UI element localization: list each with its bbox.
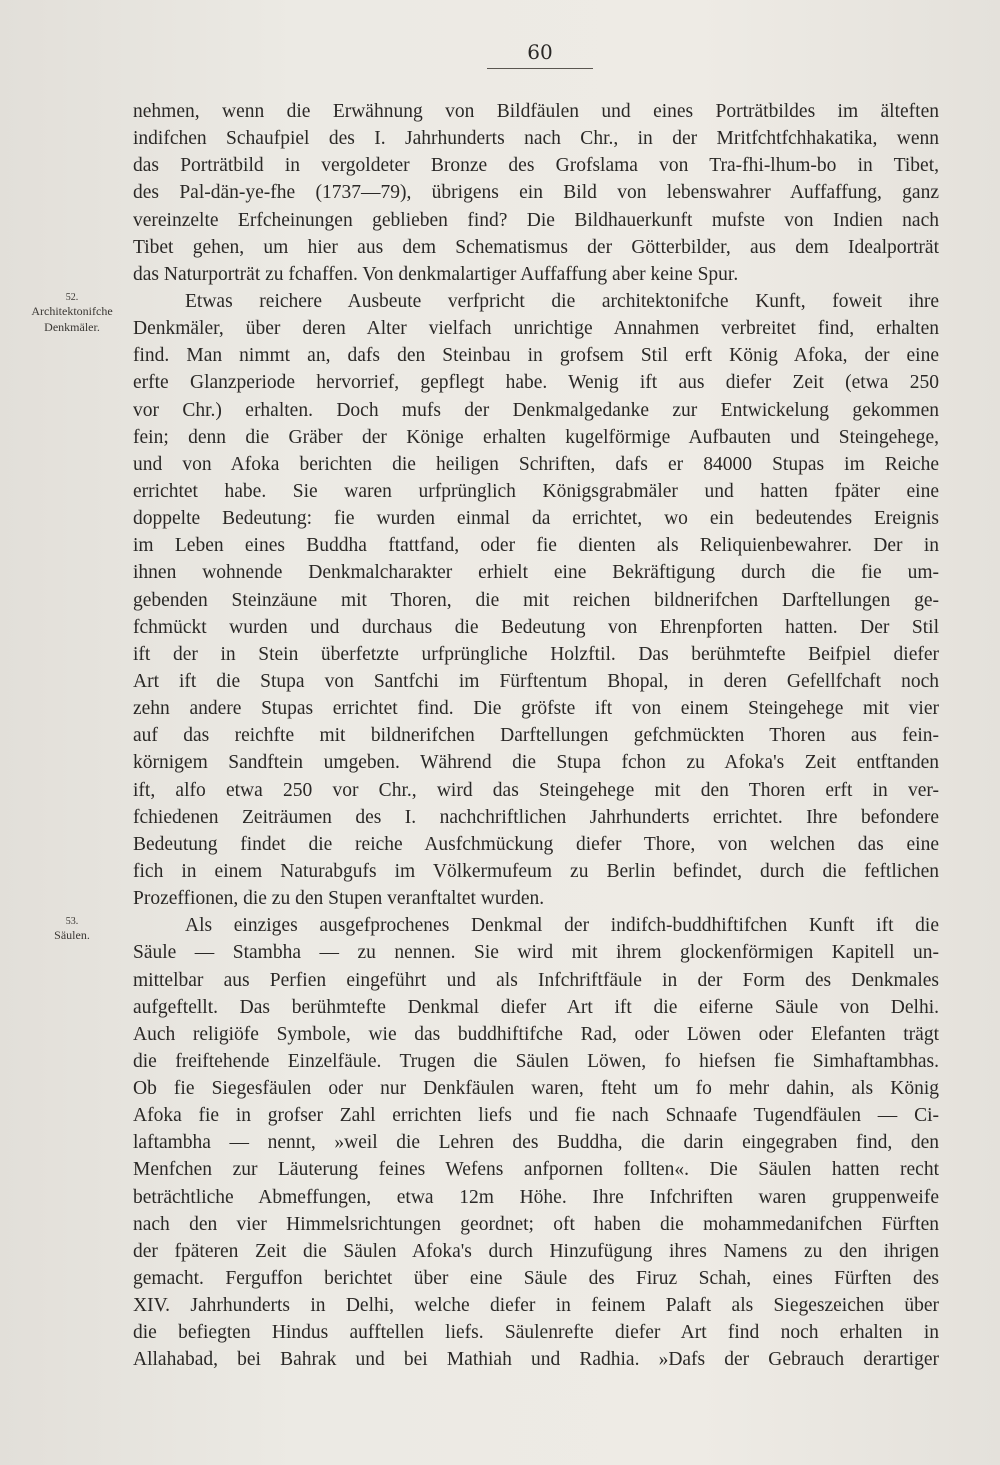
text-line: fchmückt wurden und durchaus die Bedeutung von Ehrenpforten hatten. Der Stil	[133, 616, 939, 638]
text-line: nehmen, wenn die Erwähnung von Bildfäulen und eines Porträtbildes im älteften	[133, 101, 939, 122]
text-line: die freiftehende Einzelfäule. Trugen die Säulen Löwen, fo hiefsen fie Simhaftambhas.	[133, 1050, 939, 1072]
text-line: Afoka fie in grofser Zahl errichten liefs und fie nach Schnaafe Tugendfäulen — Ci-	[133, 1105, 939, 1127]
text-line: das Naturporträt zu fchaffen. Von denkmalartiger Auffaffung aber keine Spur.	[133, 263, 739, 285]
margin-note-number: 53.	[65, 916, 79, 927]
text-line: des Pal-dän-ye-fhe (1737—79), übrigens ein Bild von lebenswahrer Auffaffung, ganz	[133, 182, 939, 204]
text-line: Denkmäler, über deren Alter vielfach unrichtige Annahmen verbreitet find, erhalten	[133, 318, 939, 340]
text-line: fchiedenen Zeiträumen des I. nachchriftlichen Jahrhunderts errichtet. Ihre befondere	[133, 806, 939, 828]
margin-note-saeulen	[18, 916, 126, 943]
text-line: ihnen wohnende Denkmalcharakter erhielt eine Bekräftigung durch die fie um-	[133, 562, 939, 584]
text-line: Allahabad, bei Bahrak und bei Mathiah und Radhia. »Dafs der Gebrauch derartiger	[133, 1349, 939, 1371]
text-line: Bedeutung findet die reiche Ausfchmückung diefer Thore, von welchen das eine	[133, 833, 939, 855]
text-line: nach den vier Himmelsrichtungen geordnet; oft haben die mohammedanifchen Fürften	[133, 1213, 939, 1235]
text-line: XIV. Jahrhunderts in Delhi, welche diefer in feinem Palaft als Siegeszeichen über	[133, 1295, 939, 1317]
text-line: Etwas reichere Ausbeute verfpricht die architektonifche Kunft, foweit ihre	[185, 290, 939, 312]
text-line: Säule — Stambha — zu nennen. Sie wird mit ihrem glockenförmigen Kapitell un-	[133, 942, 939, 964]
text-line: Ob fie Siegesfäulen oder nur Denkfäulen waren, fteht um fo mehr dahin, als König	[133, 1078, 939, 1100]
text-line: doppelte Bedeutung: fie wurden einmal da errichtet, wo ein bedeutendes Ereignis	[133, 508, 939, 530]
text-line: im Leben eines Buddha ftattfand, oder fie dienten als Reliquienbewahrer. Der in	[133, 535, 939, 557]
text-line: Menfchen zur Läuterung feines Wefens anfpornen follten«. Die Säulen hatten recht	[133, 1159, 939, 1181]
text-line: vor Chr.) erhalten. Doch mufs der Denkmalgedanke zur Entwickelung gekommen	[133, 399, 939, 421]
text-line: fein; denn die Gräber der Könige erhalten kugelförmige Aufbauten und Steingehege,	[133, 426, 939, 448]
text-line: zehn andere Stupas errichtet find. Die gröfste ift von einem Steingehege mit vier	[133, 698, 939, 720]
text-line: vereinzelte Erfcheinungen geblieben find? Die Bildhauerkunft mufste von Indien nach	[133, 209, 939, 231]
text-line: und von Afoka berichten die heiligen Schriften, dafs er 84000 Stupas im Reiche	[133, 453, 939, 475]
margin-note-label: Säulen.	[54, 928, 90, 942]
text-line: find. Man nimmt an, dafs den Steinbau in grofsem Stil erft König Afoka, der eine	[133, 345, 939, 367]
text-line: Tibet gehen, um hier aus dem Schematismus der Götterbilder, aus dem Idealporträt	[133, 236, 939, 258]
text-line: beträchtliche Abmeffungen, etwa 12m Höhe. Ihre Infchriften waren gruppenweife	[133, 1186, 939, 1208]
text-line: körnigem Sandftein umgeben. Während die Stupa fchon zu Afoka's Zeit entftanden	[133, 752, 939, 774]
margin-note-architektonische-denkmaeler	[18, 292, 126, 335]
text-line: Als einziges ausgefprochenes Denkmal der indifch-buddhiftifchen Kunft ift die	[185, 915, 939, 937]
page-number: 60	[527, 40, 553, 64]
text-line: indifchen Schaufpiel des I. Jahrhunderts nach Chr., in der Mritfchtfchhakatika, wenn	[133, 128, 939, 150]
text-line: Auch religiöfe Symbole, wie das buddhiftifche Rad, oder Löwen oder Elefanten trägt	[133, 1023, 939, 1045]
text-line: erfte Glanzperiode hervorrief, gepflegt habe. Wenig ift aus diefer Zeit (etwa 250	[133, 372, 939, 394]
text-line: gebenden Steinzäune mit Thoren, die mit reichen bildnerifchen Darftellungen ge-	[133, 589, 939, 611]
text-line: Art ift die Stupa von Santfchi im Fürftentum Bhopal, in deren Gefellfchaft noch	[133, 670, 939, 692]
text-line: laftambha — nennt, »weil die Lehren des Buddha, die darin eingegraben find, den	[133, 1132, 939, 1154]
margin-note-label: Denkmäler.	[44, 320, 100, 334]
text-line: Prozeffionen, die zu den Stupen veranftaltet wurden.	[133, 888, 545, 910]
text-line: aufgeftellt. Das berühmtefte Denkmal diefer Art ift die eiferne Säule von Delhi.	[133, 996, 939, 1018]
body-text	[133, 98, 939, 1374]
text-line: das Porträtbild in vergoldeter Bronze des Grofslama von Tra-fhi-lhum-bo in Tibet,	[133, 155, 939, 177]
text-line: ift, alfo etwa 250 vor Chr., wird das Steingehege mit den Thoren erft in ver-	[133, 779, 939, 801]
text-line: ift der in Stein überfetzte urfprüngliche Holzftil. Das berühmtefte Beifpiel diefer	[133, 643, 939, 665]
text-line: mittelbar aus Perfien eingeführt und als Infchriftfäule in der Form des Denkmales	[133, 969, 939, 991]
text-line: errichtet habe. Sie waren urfprünglich Königsgrabmäler und hatten fpäter eine	[133, 480, 939, 502]
text-line: gemacht. Ferguffon berichtet über eine Säule des Firuz Schah, eines Fürften des	[133, 1268, 939, 1290]
text-line: die befiegten Hindus aufftellen liefs. Säulenrefte diefer Art find noch erhalten in	[133, 1322, 939, 1344]
text-line: auf das reichfte mit bildnerifchen Darftellungen gefchmückten Thoren aus fein-	[133, 725, 939, 747]
text-line: fich in einem Naturabgufs im Völkermufeum zu Berlin befindet, durch die feftlichen	[133, 860, 939, 882]
text-line: der fpäteren Zeit die Säulen Afoka's durch Hinzufügung ihres Namens zu den ihrigen	[133, 1240, 939, 1262]
margin-note-label: Architektonifche	[31, 304, 113, 318]
page-number-rule	[487, 68, 593, 69]
margin-note-number: 52.	[65, 292, 79, 303]
